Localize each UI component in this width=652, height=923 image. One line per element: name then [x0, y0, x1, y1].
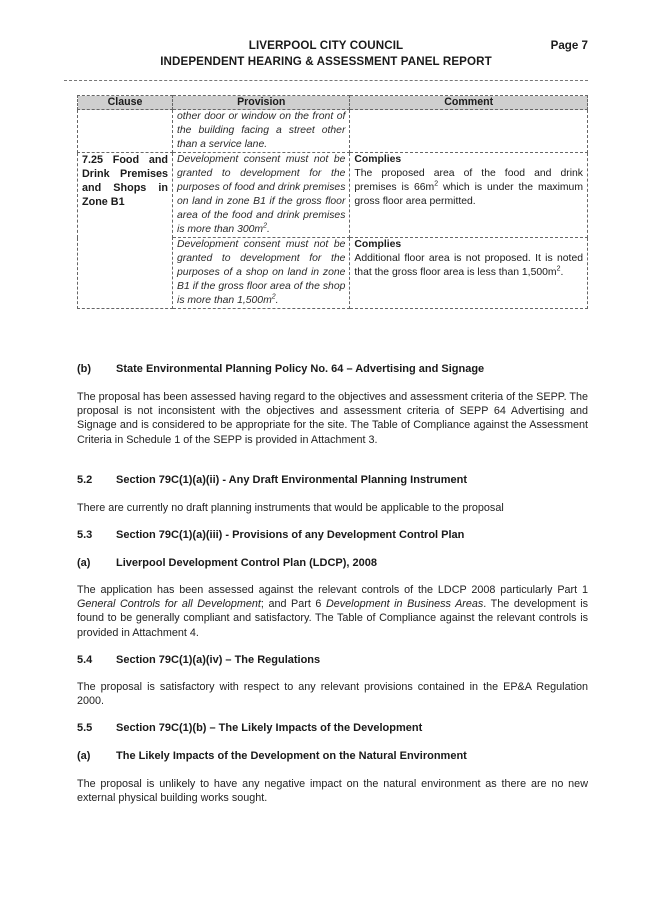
- council-name: LIVERPOOL CITY COUNCIL: [248, 39, 404, 52]
- header-provision: Provision: [173, 96, 350, 110]
- provision-cell: other door or window on the front of the building facing a street other than a service lane.: [173, 110, 350, 153]
- superscript: 2: [556, 265, 561, 273]
- superscript: 2: [434, 180, 439, 188]
- header-comment: Comment: [350, 96, 588, 110]
- comment-cell: [350, 238, 588, 309]
- table-row: [78, 153, 588, 238]
- section-body-a2: The proposal is unlikely to have any negative impact on the natural environment as there are no new external physical building works sought.: [77, 778, 588, 805]
- comment-text-end: .: [560, 267, 564, 278]
- provision-text: Development consent must not be granted to development for the purposes of food and drink premises on land in zone B1 if the gross floor area of the food and drink premises is more than 300m: [177, 154, 346, 235]
- comment-status: Complies: [354, 154, 402, 165]
- clause-cell: 7.25 Food and Drink Premises and Shops in Zone B1: [78, 153, 173, 309]
- section-title: Section 79C(1)(a)(iii) - Provisions of any Development Control Plan: [116, 529, 465, 541]
- comment-cell: [350, 153, 588, 238]
- table-header-row: [78, 96, 588, 110]
- body-text: The application has been assessed against the relevant controls of the LDCP 2008 particularly Part 1: [77, 584, 588, 596]
- section-number: 5.5: [77, 722, 93, 734]
- body-text: ; and Part 6: [260, 598, 326, 611]
- section-body-5-4: The proposal is satisfactory with respect to any relevant provisions contained in the EP&A Regulation 2000.: [77, 681, 588, 708]
- body-italic: Development in Business Areas: [325, 598, 484, 611]
- section-title: Section 79C(1)(a)(iv) – The Regulations: [116, 654, 321, 666]
- report-title: INDEPENDENT HEARING & ASSESSMENT PANEL REPORT: [160, 55, 492, 68]
- superscript: 2: [263, 222, 267, 230]
- comment-text: Additional floor area is not proposed. It is noted that the gross floor area is less than 1,500m: [354, 253, 583, 278]
- comment-text: The proposed area of the food and drink premises is 66m: [354, 168, 583, 193]
- body-text: . The development is found to be generally compliant and satisfactory. The Table of Compliance against the relevant controls is provided in Attachment 4.: [77, 598, 589, 639]
- section-number: 5.2: [77, 474, 93, 486]
- table-row: [78, 110, 588, 153]
- page-header: [64, 39, 588, 75]
- provision-cell: [173, 238, 350, 309]
- section-title: Section 79C(1)(a)(ii) - Any Draft Environmental Planning Instrument: [116, 474, 468, 486]
- section-title: State Environmental Planning Policy No. 64 – Advertising and Signage: [116, 363, 485, 375]
- section-title: The Likely Impacts of the Development on the Natural Environment: [116, 750, 467, 762]
- section-number: (b): [77, 363, 92, 375]
- provision-cell: [173, 153, 350, 238]
- provision-text: Development consent must not be granted to development for the purposes of a shop on land in zone B1 if the gross floor area of the shop is more than 1,500m: [177, 239, 346, 306]
- superscript: 2: [271, 293, 276, 301]
- comment-cell: [350, 110, 588, 153]
- provision-text-end: .: [266, 224, 270, 235]
- page-number: Page 7: [550, 39, 588, 52]
- section-body-a: [77, 583, 588, 640]
- section-number: (a): [77, 750, 91, 762]
- comment-text-end: which is under the maximum gross floor area permitted.: [354, 182, 583, 207]
- header-divider: [64, 80, 588, 81]
- provision-text-end: .: [275, 295, 279, 306]
- section-number: 5.3: [77, 529, 93, 541]
- section-number: (a): [77, 557, 91, 569]
- section-body-b: The proposal has been assessed having regard to the objectives and assessment criteria of the SEPP. The proposal is not inconsistent with the objectives and assessment criteria of SEPP 64 Advertising and Signage and is considered to be appropriate for the site. The Table of Compliance against the Assessment Criteria in Schedule 1 of the SEPP is provided in Attachment 3.: [77, 391, 588, 446]
- section-body-5-2: There are currently no draft planning instruments that would be applicable to the proposal: [77, 502, 504, 514]
- compliance-table: [77, 95, 588, 309]
- body-italic: General Controls for all Development: [77, 598, 261, 611]
- header-clause: Clause: [78, 96, 173, 110]
- section-number: 5.4: [77, 654, 93, 666]
- section-title: Section 79C(1)(b) – The Likely Impacts of the Development: [116, 722, 423, 734]
- section-title: Liverpool Development Control Plan (LDCP), 2008: [116, 557, 377, 569]
- clause-cell: [78, 110, 173, 153]
- comment-status: Complies: [354, 239, 402, 250]
